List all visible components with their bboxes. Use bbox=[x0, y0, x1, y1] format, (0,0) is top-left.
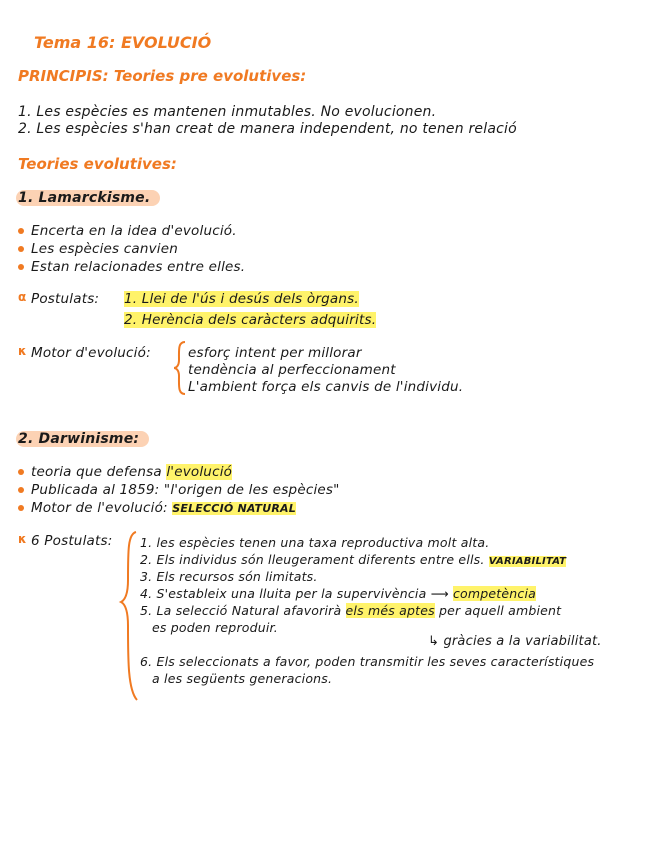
principis-heading: PRINCIPIS: Teories pre evolutives: bbox=[18, 67, 307, 85]
darwin-bullet bbox=[18, 482, 340, 498]
darwin-postulat-2-text: 2. Els individus són lleugerament diferents entre ells. bbox=[140, 552, 485, 567]
bullet-dot-icon bbox=[18, 505, 24, 511]
principis-item-2: 2. Les espècies s'han creat de manera independent, no tenen relació bbox=[18, 121, 517, 137]
darwin-bullet-1 bbox=[31, 464, 232, 480]
bullet-dot-icon bbox=[18, 246, 24, 252]
darwin-bullet-3-highlight: SELECCIÓ NATURAL bbox=[172, 502, 296, 515]
principis-item-1: 1. Les espècies es mantenen inmutables. No evolucionen. bbox=[18, 104, 437, 120]
darwin-postulat-6: 6. Els seleccionats a favor, poden transmitir les seves característiques bbox=[140, 654, 595, 669]
darwin-postulat-4-highlight: competència bbox=[452, 586, 537, 601]
lamarck-bullet-text: Les espècies canvien bbox=[31, 241, 179, 257]
darwin-postulat-5 bbox=[140, 603, 561, 618]
lamarck-postulat-2-text: 2. Herència dels caràcters adquirits. bbox=[124, 312, 377, 328]
darwin-bullet bbox=[18, 500, 296, 516]
darwin-postulat-5-text-a: 5. La selecció Natural afavorirà bbox=[140, 603, 346, 618]
darwin-bullet-1-text: teoria que defensa bbox=[31, 464, 167, 480]
down-right-arrow-icon: ↳ bbox=[428, 634, 440, 649]
darwin-bullet-3 bbox=[31, 500, 296, 516]
darwin-bullet bbox=[18, 464, 232, 480]
darwin-postulat-1: 1. les espècies tenen una taxa reproductiva molt alta. bbox=[140, 535, 490, 550]
teories-heading: Teories evolutives: bbox=[18, 155, 177, 173]
darwin-postulat-5-note bbox=[428, 634, 602, 649]
darwin-postulat-2-highlight: VARIABILITAT bbox=[488, 556, 567, 567]
bullet-dot-icon bbox=[18, 487, 24, 493]
darwin-postulat-5-line2: es poden reproduir. bbox=[152, 620, 278, 635]
darwin-heading bbox=[16, 431, 149, 447]
darwin-bullet-3-text: Motor de l'evolució: bbox=[31, 500, 173, 516]
lamarck-motor-brace bbox=[172, 340, 188, 396]
darwin-postulat-3: 3. Els recursos són limitats. bbox=[140, 569, 318, 584]
lamarck-postulats-label: Postulats: bbox=[31, 291, 100, 307]
right-arrow-icon: ⟶ bbox=[430, 586, 449, 601]
darwin-bullet-1-highlight: l'evolució bbox=[166, 464, 233, 480]
darwin-heading-text: 2. Darwinisme: bbox=[16, 431, 149, 447]
kappa-mark-icon: κ bbox=[18, 344, 27, 358]
lamarck-postulat-1 bbox=[124, 291, 359, 307]
alpha-mark-icon: α bbox=[18, 290, 27, 304]
darwin-postulats-brace bbox=[118, 530, 140, 702]
lamarck-heading-text: 1. Lamarckisme. bbox=[16, 190, 160, 206]
darwin-postulats-label: 6 Postulats: bbox=[31, 533, 113, 549]
bullet-dot-icon bbox=[18, 264, 24, 270]
darwin-postulat-2 bbox=[140, 552, 566, 567]
lamarck-bullet-text: Encerta en la idea d'evolució. bbox=[31, 223, 237, 239]
lamarck-bullet-text: Estan relacionades entre elles. bbox=[31, 259, 246, 275]
lamarck-bullet bbox=[18, 223, 237, 239]
lamarck-motor-2: tendència al perfeccionament bbox=[188, 362, 396, 378]
darwin-postulat-5-note-text: gràcies a la variabilitat. bbox=[443, 634, 602, 649]
darwin-postulat-4-text: 4. S'estableix una lluita per la supervivència bbox=[140, 586, 427, 601]
lamarck-postulat-1-text: 1. Llei de l'ús i desús dels òrgans. bbox=[124, 291, 359, 307]
lamarck-motor-3: L'ambient força els canvis de l'individu. bbox=[188, 379, 464, 395]
darwin-bullet-2: Publicada al 1859: "l'origen de les espècies" bbox=[31, 482, 340, 498]
lamarck-motor-1: esforç intent per millorar bbox=[188, 345, 362, 361]
darwin-postulat-6-line2: a les següents generacions. bbox=[152, 671, 333, 686]
kappa-mark-icon: κ bbox=[18, 532, 27, 546]
bullet-dot-icon bbox=[18, 228, 24, 234]
bullet-dot-icon bbox=[18, 469, 24, 475]
darwin-postulat-5-highlight: els més aptes bbox=[345, 603, 435, 618]
page-title: Tema 16: EVOLUCIÓ bbox=[34, 33, 212, 52]
lamarck-bullet bbox=[18, 259, 245, 275]
darwin-postulat-4 bbox=[140, 586, 536, 601]
lamarck-postulat-2 bbox=[124, 312, 376, 328]
lamarck-bullet bbox=[18, 241, 178, 257]
darwin-postulat-5-text-b: per aquell ambient bbox=[434, 603, 562, 618]
lamarck-motor-label: Motor d'evolució: bbox=[31, 345, 151, 361]
lamarck-heading bbox=[16, 190, 160, 206]
